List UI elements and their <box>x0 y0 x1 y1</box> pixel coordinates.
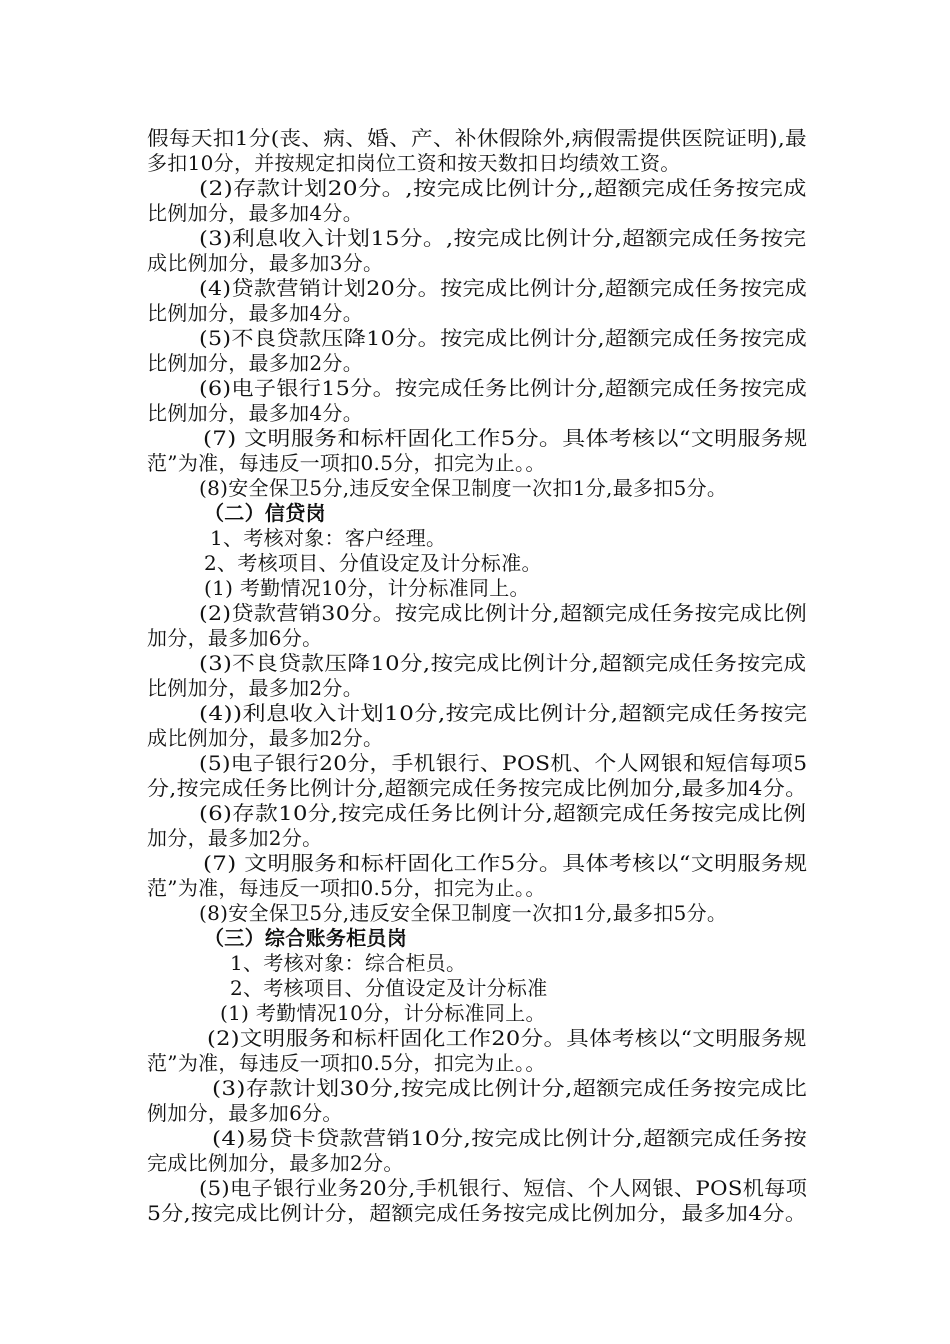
text-line: (2)存款计划20分。,按完成比例计分,,超额完成任务按完成 <box>199 176 807 200</box>
text-line: 假每天扣1分(丧、病、婚、产、补休假除外,病假需提供医院证明),最 <box>147 126 807 150</box>
text-line: 范”为准，每违反一项扣0.5分，扣完为止。。 <box>147 451 546 475</box>
text-line: 范”为准，每违反一项扣0.5分，扣完为止。。 <box>147 1051 546 1075</box>
text-line: (3)不良贷款压降10分,按完成比例计分,超额完成任务按完成 <box>199 651 807 675</box>
text-line: 比例加分，最多加2分。 <box>147 676 364 700</box>
text-line: (4)易贷卡贷款营销10分,按完成比例计分,超额完成任务按 <box>212 1126 808 1150</box>
text-line: (4))利息收入计划10分,按完成比例计分,超额完成任务按完 <box>199 701 808 725</box>
text-line: 多扣10分，并按规定扣岗位工资和按天数扣日均绩效工资。 <box>147 151 681 175</box>
text-line: (4)贷款营销计划20分。按完成比例计分,超额完成任务按完成 <box>199 276 808 300</box>
text-line: 比例加分，最多加4分。 <box>147 401 364 425</box>
text-line: 例加分，最多加6分。 <box>147 1101 343 1125</box>
text-line: (5)不良贷款压降10分。按完成比例计分,超额完成任务按完成 <box>199 326 808 350</box>
text-line: (3)利息收入计划15分。,按完成比例计分,超额完成任务按完 <box>199 226 807 250</box>
text-line: 加分，最多加6分。 <box>147 626 323 650</box>
text-line: (6)电子银行15分。按完成任务比例计分,超额完成任务按完成 <box>199 376 808 400</box>
text-line: (5)电子银行20分，手机银行、POS机、个人网银和短信每项5 <box>199 751 808 775</box>
text-line: (8)安全保卫5分,违反安全保卫制度一次扣1分,最多扣5分。 <box>199 901 728 925</box>
text-line: (2)贷款营销30分。按完成比例计分,超额完成任务按完成比例 <box>199 601 808 625</box>
text-line: 比例加分，最多加2分。 <box>147 351 364 375</box>
text-line: (8)安全保卫5分,违反安全保卫制度一次扣1分,最多扣5分。 <box>199 476 728 500</box>
text-line: 比例加分，最多加4分。 <box>147 201 364 225</box>
section-heading-credit: （二）信贷岗 <box>204 501 326 525</box>
text-line: 范”为准，每违反一项扣0.5分，扣完为止。。 <box>147 876 546 900</box>
text-line: (1) 考勤情况10分，计分标准同上。 <box>220 1001 546 1025</box>
text-line: (7) 文明服务和标杆固化工作5分。具体考核以“文明服务规 <box>203 851 808 875</box>
text-line: 1、考核对象：客户经理。 <box>210 526 447 550</box>
text-line: (2)文明服务和标杆固化工作20分。具体考核以“文明服务规 <box>207 1026 807 1050</box>
text-line: (3)存款计划30分,按完成比例计分,超额完成任务按完成比 <box>212 1076 808 1100</box>
text-line: (1) 考勤情况10分，计分标准同上。 <box>204 576 530 600</box>
text-line: 1、考核对象：综合柜员。 <box>230 951 467 975</box>
text-line: 完成比例加分，最多加2分。 <box>147 1151 404 1175</box>
section-heading-teller: （三）综合账务柜员岗 <box>204 926 407 950</box>
text-line: 比例加分，最多加4分。 <box>147 301 364 325</box>
text-line: (5)电子银行业务20分,手机银行、短信、个人网银、POS机每项 <box>199 1176 808 1200</box>
text-line: 2、考核项目、分值设定及计分标准 <box>230 976 548 1000</box>
text-line: (6)存款10分,按完成任务比例计分,超额完成任务按完成比例 <box>199 801 807 825</box>
text-line: 5分,按完成比例计分，超额完成任务按完成比例加分，最多加4分。 <box>147 1201 808 1225</box>
text-line: 分,按完成任务比例计分,超额完成任务按完成比例加分,最多加4分。 <box>147 776 808 800</box>
text-line: 成比例加分，最多加2分。 <box>147 726 384 750</box>
text-line: (7) 文明服务和标杆固化工作5分。具体考核以“文明服务规 <box>203 426 808 450</box>
text-line: 2、考核项目、分值设定及计分标准。 <box>204 551 542 575</box>
text-line: 成比例加分，最多加3分。 <box>147 251 384 275</box>
text-line: 加分，最多加2分。 <box>147 826 323 850</box>
